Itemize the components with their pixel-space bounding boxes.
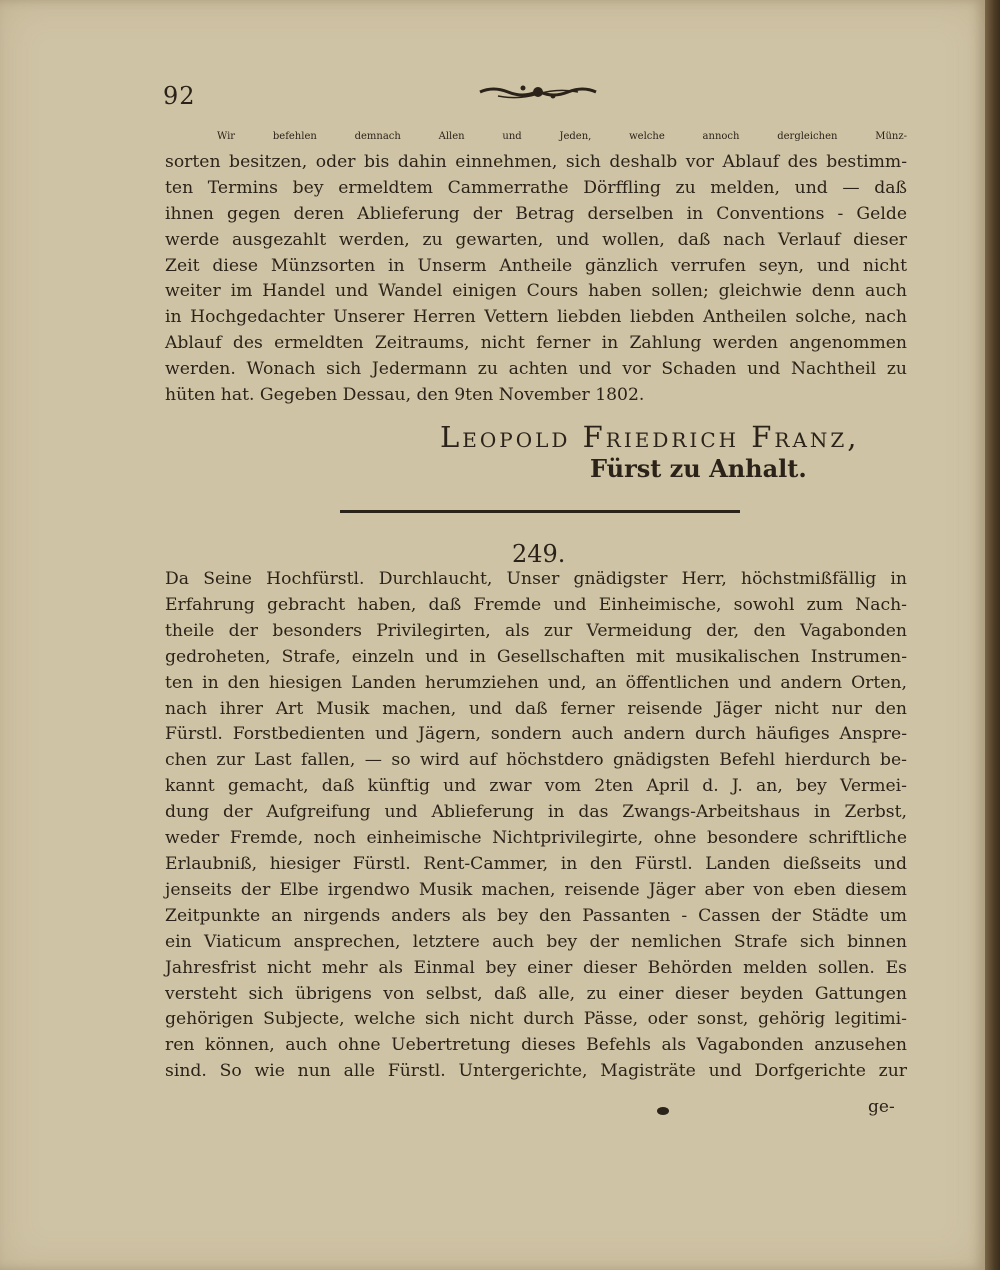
text-line: ten in den hiesigen Landen herumziehen und, an öffentlichen und andern Orten, xyxy=(165,672,907,693)
section-body-paragraph xyxy=(165,567,907,1085)
text-line: jenseits der Elbe irgendwo Musik machen, reisende Jäger aber von eben diesem xyxy=(165,879,907,900)
text-line: ten Termins bey ermeldtem Cammerrathe Dörffling zu melden, und — daß xyxy=(165,177,907,198)
text-line: Da Seine Hochfürstl. Durchlaucht, Unser gnädigster Herr, höchstmißfällig in xyxy=(165,569,907,589)
text-line: Erfahrung gebracht haben, daß Fremde und Einheimische, sowohl zum Nach- xyxy=(165,594,907,615)
text-line: gedroheten, Strafe, einzeln und in Gesellschaften mit musikalischen Instrumen- xyxy=(165,646,907,667)
text-line: ren können, auch ohne Uebertretung dieses Befehls als Vagabonden anzusehen xyxy=(165,1035,907,1056)
text-line: hüten hat. Gegeben Dessau, den 9ten November 1802. xyxy=(165,385,645,406)
text-line: Wir befehlen demnach Allen und Jeden, welche annoch dergleichen Münz- xyxy=(217,131,907,142)
text-line: werde ausgezahlt werden, zu gewarten, und wollen, daß nach Verlauf dieser xyxy=(165,229,907,250)
text-line: gehörigen Subjecte, welche sich nicht durch Pässe, oder sonst, gehörig legitimi- xyxy=(165,1009,907,1030)
text-line: werden. Wonach sich Jedermann zu achten und vor Schaden und Nachtheil zu xyxy=(165,359,907,380)
section-divider xyxy=(340,510,740,513)
signature-title: Fürst zu Anhalt. xyxy=(590,454,807,483)
ornamental-header-flourish-icon xyxy=(478,82,598,102)
page-number: 92 xyxy=(163,82,196,110)
text-line: kannt gemacht, daß künftig und zwar vom 2ten April d. J. an, bey Vermei- xyxy=(165,776,907,797)
section-number: 249. xyxy=(512,540,566,568)
decree-conclusion-paragraph xyxy=(165,124,907,409)
text-line: Fürstl. Forstbedienten und Jägern, sondern auch andern durch häufiges Anspre- xyxy=(165,724,907,745)
text-line: Ablauf des ermeldten Zeitraums, nicht ferner in Zahlung werden angenommen xyxy=(165,333,907,354)
text-line: Erlaubniß, hiesiger Fürstl. Rent-Cammer, in den Fürstl. Landen dießseits und xyxy=(165,853,907,874)
text-line: ein Viaticum ansprechen, letztere auch bey der nemlichen Strafe sich binnen xyxy=(165,931,907,952)
text-line: Jahresfrist nicht mehr als Einmal bey einer dieser Behörden melden sollen. Es xyxy=(165,957,907,978)
text-line: versteht sich übrigens von selbst, daß alle, zu einer dieser beyden Gattungen xyxy=(165,983,907,1004)
text-line: weiter im Handel und Wandel einigen Cours haben sollen; gleichwie denn auch xyxy=(165,281,907,302)
text-line: Zeit diese Münzsorten in Unserm Antheile gänzlich verrufen seyn, und nicht xyxy=(165,255,907,276)
text-line: dung der Aufgreifung und Ablieferung in das Zwangs-Arbeitshaus in Zerbst, xyxy=(165,802,907,823)
text-line: theile der besonders Privilegirten, als zur Vermeidung der, den Vagabonden xyxy=(165,620,907,641)
text-line: chen zur Last fallen, — so wird auf höchstdero gnädigsten Befehl hierdurch be- xyxy=(165,750,907,771)
text-line: sorten besitzen, oder bis dahin einnehmen, sich deshalb vor Ablauf des bestimm- xyxy=(165,151,907,172)
book-edge xyxy=(985,0,1000,1270)
text-line: sind. So wie nun alle Fürstl. Untergerichte, Magisträte und Dorfgerichte zur xyxy=(165,1061,907,1082)
catchword: ge- xyxy=(868,1097,895,1117)
text-line: in Hochgedachter Unserer Herren Vettern liebden liebden Antheilen solche, nach xyxy=(165,307,907,328)
text-line: nach ihrer Art Musik machen, und daß ferner reisende Jäger nicht nur den xyxy=(165,698,907,719)
text-line: ihnen gegen deren Ablieferung der Betrag derselben in Conventions - Gelde xyxy=(165,203,907,224)
signature-mark xyxy=(657,1107,669,1115)
text-line: weder Fremde, noch einheimische Nichtprivilegirte, ohne besondere schriftliche xyxy=(165,828,907,849)
text-line: Zeitpunkte an nirgends anders als bey den Passanten - Cassen der Städte um xyxy=(165,905,907,926)
signature-name: Leopold Friedrich Franz, xyxy=(440,420,860,454)
